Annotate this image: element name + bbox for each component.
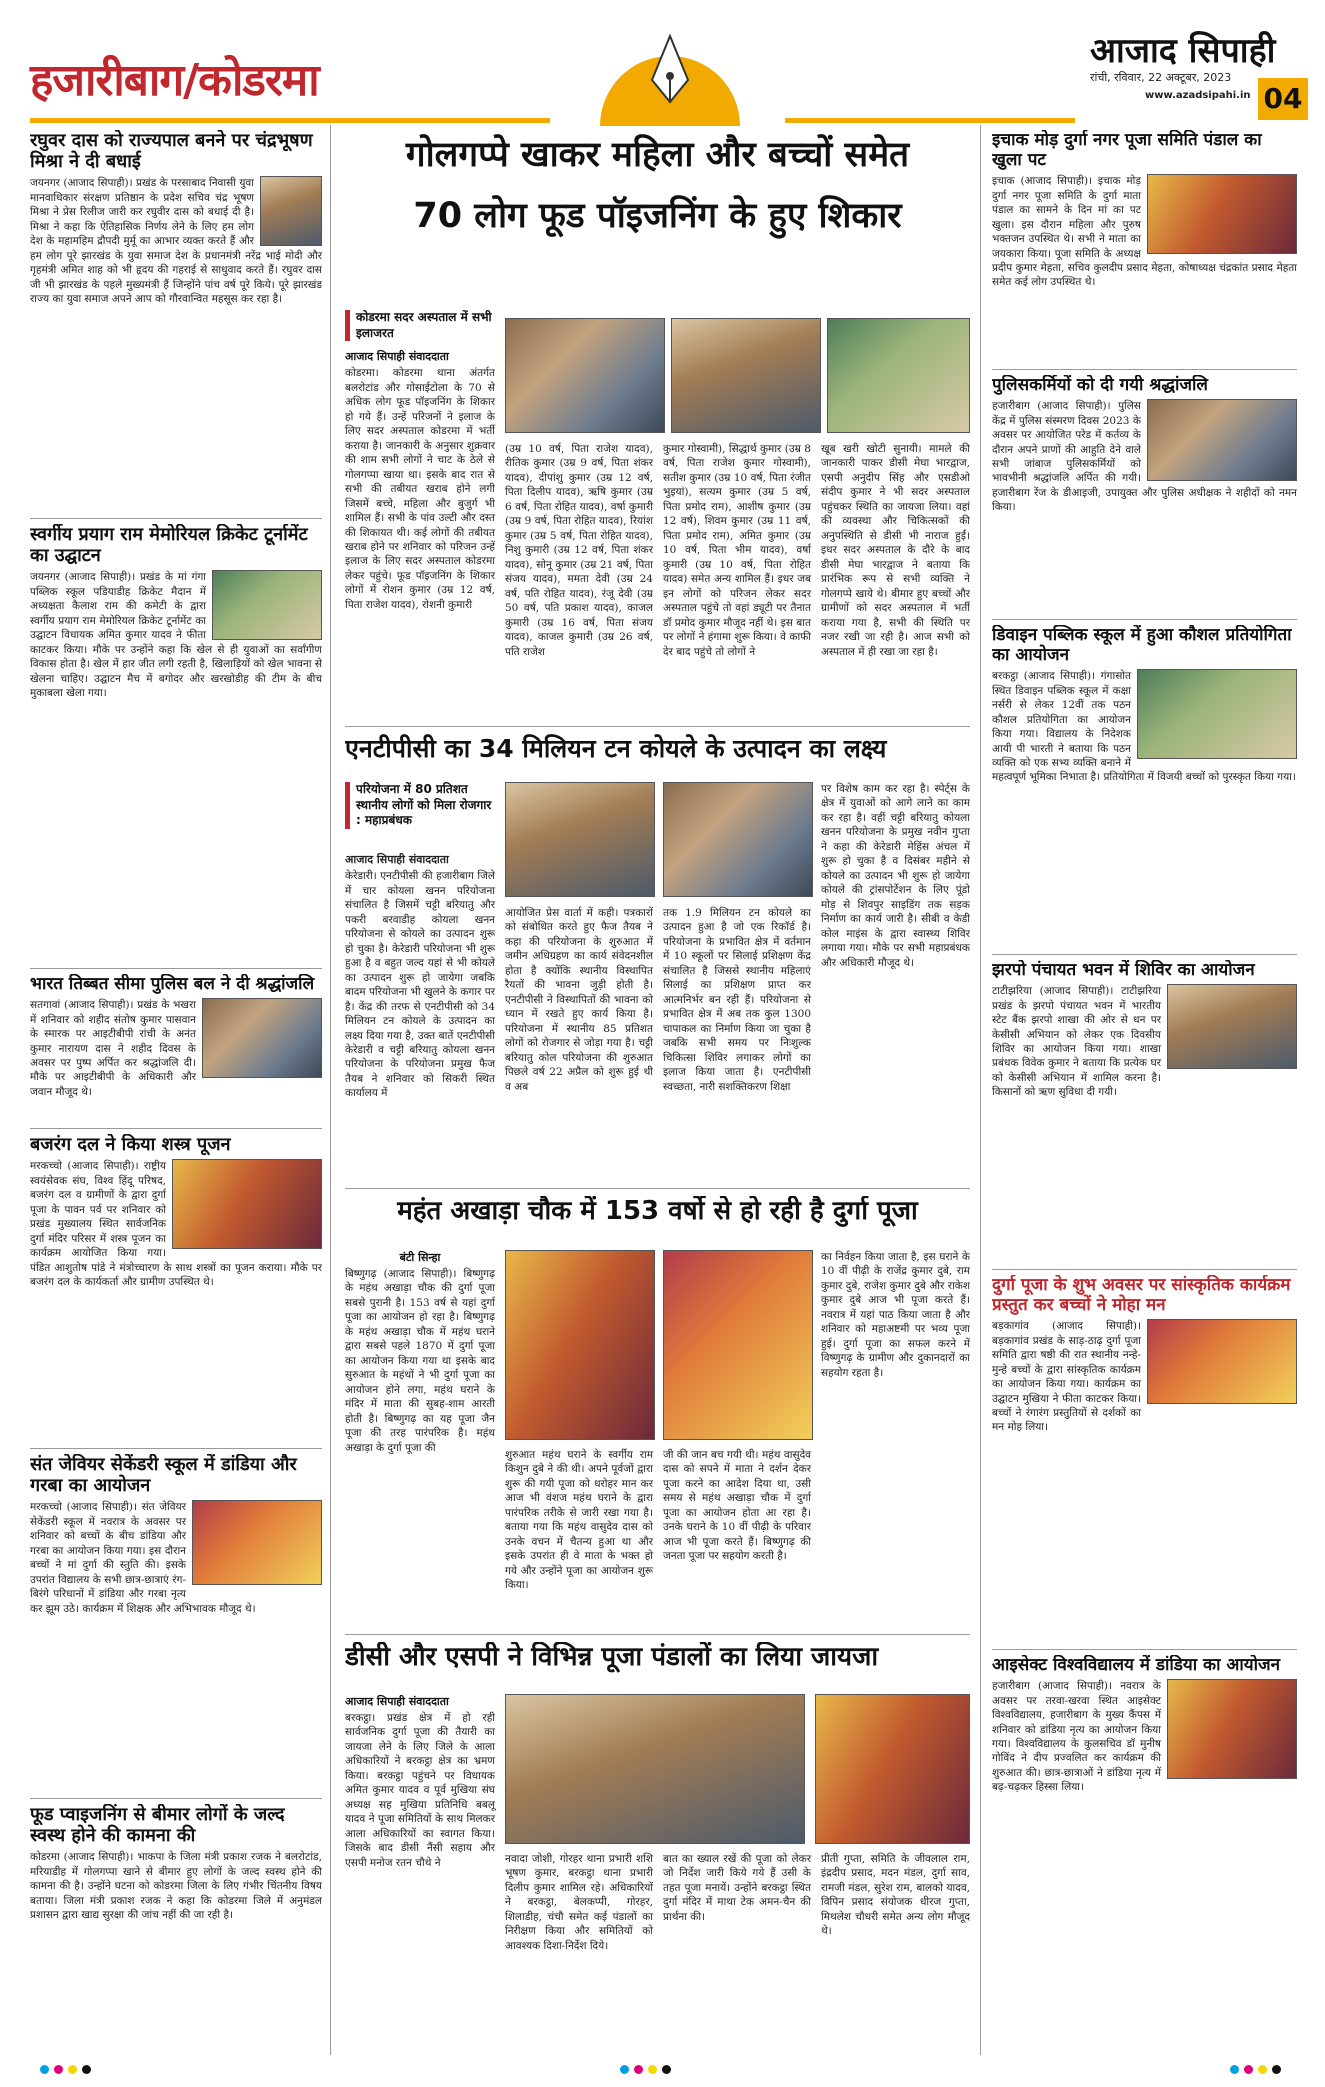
dcsp-headline: डीसी और एसपी ने विभिन्न पूजा पंडालों का लिया जायजा [345,1642,879,1672]
registration-dot [620,2065,629,2074]
article-body: सतगावां (आजाद सिपाही)। प्रखंड के भखरा में शनिवार को शहीद संतोष कुमार पासवान के स्मारक पर आइटीबीपी रांची के अनंत कुमार नारायण दास ने शहीद दिवस के अवसर पर पुष्प अर्पित कर श्रद्धांजलि दी। मौके पर आइटीबीपी के अधिकारी और जवान मौजूद थे। [30,999,196,1098]
portrait-photo [260,176,322,246]
article-itbp-tribute [30,974,322,1124]
divider [30,1448,322,1449]
mahant-body-col1: बिष्णुगढ़ (आजाद सिपाही)। बिष्णुगढ़ के महंथ अखाड़ा चौक की दुर्गा पूजा सबसे पुरानी है। 153 वर्ष से यहां दुर्गा पूजा का आयोजन हो रहा है। बिष्णुगढ़ के महंथ अखाड़ा चौक में महंथ घराने द्वारा सबसे पहले 1870 में दुर्गा पूजा का आयोजन किया गया था इसके बाद सुरुआत के महंथों ने भी दुर्गा पूजा का आयोजन होने लगा, महंथ घराने के मंदिर में माता की सुबह-शाम आरती होती है। बिष्णुगढ़ का यह पूजा जैन पूजा की तरह पारंपरिक है। महंथ अखाड़ा के दुर्गा पूजा की [345,1268,495,1454]
lead-headline-line1: गोलगप्पे खाकर महिला और बच्चों समेत [405,135,910,175]
article-body: हजारीबाग (आजाद सिपाही)। नवरात्र के अवसर पर तरवा-खरवा स्थित आइसेक्ट विश्वविद्यालय, हजारीबाग के मुख्य कैंपस में शनिवार को डांडिया नृत्य का आयोजन किया गया। विश्वविद्यालय के कुलसचिव डॉ मुनीष गोविंद ने दीप प्रज्वलित कर कार्यक्रम की शुरुआत की। छात्र-छात्राओं ने डांडिया नृत्य में बढ़-चढ़कर हिस्सा लिया। [992,1680,1161,1794]
article-cricket-tournament [30,524,322,964]
durga-idol-photo [505,1250,655,1440]
headline: रघुवर दास को राज्यपाल बनने पर चंद्रभूषण मिश्रा ने दी बधाई [30,130,313,173]
lead-body-col3: कुमार गोस्वामी), सिद्धार्थ कुमार (उम्र 8 वर्ष, पिता राजेश कुमार गोस्वामी), सतीश कुमार (उम्र 10 वर्ष, पिता रंजीत भुइयां), सत्यम कुमार (उम्र 5 वर्ष, पिता प्रमोद राम), आशीष कुमार (उम्र 12 वर्ष), शिवम कुमार (उम्र 11 वर्ष, पिता प्रमोद राम), अमित कुमार (उम्र 10 वर्ष, पिता भीम यादव), वर्षा कुमारी (उम्र 10 वर्ष, पिता रोहित यादव) समेत अन्य शामिल हैं। इधर जब इन लोगों को परिजन लेकर सदर अस्पताल पहुंचे तो वहां ड्यूटी पर तैनात डॉ प्रमोद कुमार मौजूद नहीं थे। इस बात पर लोगों ने हंगामा शुरू किया। वे काफी देर बाद पहुंचे तो लोगों ने [663,443,811,658]
divider [992,619,1297,620]
registration-dot [40,2065,49,2074]
mahant-headline-block [345,1196,970,1242]
divider [992,1649,1297,1650]
registration-dot [662,2065,671,2074]
masthead-rule-left [30,118,550,123]
ntpc-body-col1 [345,852,495,1101]
lead-byline: आजाद सिपाही संवाददाता [345,350,449,364]
tribute-photo [202,998,322,1078]
article-body: जयनगर (आजाद सिपाही)। प्रखंड के मां गंगा पब्लिक स्कूल पडियाडीह क्रिकेट मैदान में अध्यक्षता कैलाश राम की कमेटी के द्वारा स्वर्गीय प्रयाग राम मेमोरियल क्रिकेट टूर्नामेंट का उद्घाटन विधायक अमित कुमार यादव ने फीता काटकर किया। मौके पर उन्होंने कहा कि खेल से ही युवाओं का सर्वांगीण विकास होता है। खेल में हार जीत लगी रहती है, खिलाड़ियों को खेल भावना से खेलना चाहिए। उद्घाटन मैच में बगोदर और खरखोडीह की टीम के बीच मुकाबला खेला गया। [30,571,322,700]
divider [345,1634,970,1635]
officials-visit-photo [505,1694,805,1844]
website: www.azadsipahi.in [1145,90,1251,101]
masthead [30,18,1303,128]
article-shastra-pujan [30,1134,322,1444]
dandiya-photo [1167,1679,1297,1779]
article-police-tribute [992,375,1297,615]
article-jharpo-camp [992,960,1297,1265]
article-ichak-pandal [992,130,1297,365]
dcsp-byline: आजाद सिपाही संवाददाता [345,1695,449,1708]
dcsp-body-col4: प्रीती गुप्ता, समिति के जीवलाल राम, इंद्रदीप प्रसाद, मदन मंडल, दुर्गा साव, रामजी मंडल, सुरेश राम, बालको यादव, विपिन प्रसाद संयोजक धीरज गुप्ता, मिथलेश चौधरी समेत अन्य लोग मौजूद थे। [821,1853,970,1938]
print-registration-marks [0,2062,1325,2076]
registration-dot [1244,2065,1253,2074]
dcsp-body-col3: बात का ख्याल रखें की पूजा को लेकर जो निर्देश जारी किये गये हैं उसी के तहत पूजा मनायें। उन्होंने बरकट्ठा स्थित दुर्गा मंदिर में माथा टेक अमन-चैन की प्रार्थना की। [663,1853,811,1923]
article-body: कोडरमा (आजाद सिपाही)। भाकपा के जिला मंत्री प्रकाश रजक ने बलरोटांड, मरियाडीह में गोलगप्पा खाने से बीमार हुए लोगों के जल्द स्वस्थ होने की कामना की है। उन्होंने घटना को कोडरमा जिला के लिए गंभीर चिंतनीय विषय बताया। जिला मंत्री प्रकाश रजक ने कहा कि कोडरमा जिले में अनुमंडल प्रशासन द्वारा खाद्य सुरक्षा की जांच नहीं की जा रही है। [30,1851,322,1922]
ntpc-headline: एनटीपीसी का 34 मिलियन टन कोयले के उत्पादन का लक्ष्य [345,734,887,763]
dateline: रांची, रविवार, 22 अक्टूबर, 2023 [1090,71,1232,84]
ntpc-body-col3: तक 1.9 मिलियन टन कोयले का उत्पादन हुआ है जो एक रिकॉर्ड है। परियोजना के प्रभावित क्षेत्र में वर्तमान में 10 स्कूलों पर सिलाई प्रशिक्षण केंद्र संचालित है जिससे स्थानीय महिलाएं सिलाई का प्रशिक्षण प्राप्त कर आत्मनिर्भर बन रही हैं। परियोजना से प्रभावित क्षेत्र में अब तक कुल 1300 चापाकल का निर्माण किया जा चुका है जबकि सभी समय पर निःशुल्क चिकित्सा शिविर लगाकर लोगों का इलाज किया जाता है। एनटीपीसी स्वच्छता, नारी सशक्तिकरण शिक्षा [663,907,811,1093]
headline: स्वर्गीय प्रयाग राम मेमोरियल क्रिकेट टूर्नामेंट का उद्घाटन [30,524,308,567]
article-body: मरकच्चो (आजाद सिपाही)। संत जेवियर सेकेंडरी स्कूल में नवरात्र के अवसर पर शनिवार को बच्चों के बीच डांडिया और गरबा का आयोजन किया गया। इस दौरान बच्चों ने मां दुर्गा की स्तुति की। इसके उपरांत विद्यालय के सभी छात्र-छात्राएं रंग-बिरंगे परिधानों में डांडिया और गरबा नृत्य कर झूम उठे। कार्यक्रम में शिक्षक और अभिभावक मौजूद थे। [30,1501,256,1615]
headline: दुर्गा पूजा के शुभ अवसर पर सांस्कृतिक कार्यक्रम प्रस्तुत कर बच्चों ने मोहा मन [992,1275,1291,1316]
ntpc-kicker: परियोजना में 80 प्रतिशत स्थानीय लोगों को मिला रोजगार : महाप्रबंधक [345,782,495,829]
divider [345,1188,970,1189]
registration-dot [634,2065,643,2074]
headline: फूड प्वाइजनिंग से बीमार लोगों के जल्द स्वस्थ होने की कामना की [30,1804,285,1847]
pen-nib-icon [590,18,750,126]
lead-headline-line2: 70 लोग फूड पॉइजनिंग के हुए शिकार [413,196,902,237]
article-aisect-dandiya [992,1655,1297,2055]
article-body: मरकच्चो (आजाद सिपाही)। राष्ट्रीय स्वयंसेवक संघ, विश्व हिंदू परिषद, बजरंग दल व ग्रामीणों के द्वारा दुर्गा पूजा के पावन पर्व पर शनिवार को प्रखंड मुख्यालय स्थित सार्वजनिक दुर्गा मंदिर परिसर में शस्त्र पूजन का कार्यक्रम आयोजित किया गया। पंडित आशुतोष पांडे ने मंत्रोच्चारण के साथ शस्त्रों का पूजन कराया। मौके पर बजरंग दल के कार्यकर्ता और ग्रामीण उपस्थित थे। [30,1160,322,1289]
mahant-body-col2: शुरुआत महंथ घराने के स्वर्गीय राम किशुन दुबे ने की थी। अपने पूर्वजों द्वारा शुरू की गयी पूजा को धरोहर मान कर आज भी वंशज महंथ घराने के द्वारा पारंपरिक तरीके से जारी रखा गया है। बताया गया कि महंथ वासुदेव दास को उनके वचन में चैतन्य हुआ था और इसके उपरांत ही वे माता के भक्त हो गये और उन्होंने पूजा का आयोजन शुरू किया। [505,1449,653,1592]
headline: बजरंग दल ने किया शस्त्र पूजन [30,1134,231,1155]
article-divine-school [992,625,1297,950]
ntpc-body-col2: आयोजित प्रेस वार्ता में कही। पत्रकारों को संबोधित करते हुए फैज तैयब ने कहा की परियोजना के शुरुआत में जमीन अधिग्रहण का कार्य संवेदनशील होता है क्योंकि स्थानीय विस्थापित रैयतों की भावना जुड़ी होती है। एनटीपीसी ने विस्थापितों की भावना को ध्यान में रखते हुए कार्य किया है। परियोजना में स्थानीय 85 प्रतिशत लोगों को रोजगार से जोड़ा गया है। चट्टी बरियातु कोल परियोजना की शुरुआत पिछले वर्ष 22 अप्रैल को शुरू हुई थी व अब [505,907,653,1093]
ntpc-article [345,782,970,1182]
divider [345,726,970,727]
article-body: टाटीझरिया (आजाद सिपाही)। टाटीझरिया प्रखंड के झरपो पंचायत भवन में भारतीय स्टेट बैंक झरपो शाखा की ओर से धन पर केसीसी अभियान को लेकर एक दिवसीय शिविर का आयोजन किया गया। शाखा प्रबंधक विवेक कुमार ने बताया कि प्रत्येक घर को केसीसी अभियान में शामिल करना है। किसानों को ऋण सुविधा दी गयी। [992,985,1161,1099]
divider [30,1128,322,1129]
headline: आइसेक्ट विश्वविद्यालय में डांडिया का आयोजन [992,1655,1281,1675]
registration-dot [1230,2065,1239,2074]
article-rubber-congrats [30,130,322,515]
headline: संत जेवियर सेकेंडरी स्कूल में डांडिया और गरबा का आयोजन [30,1454,297,1497]
masthead-rule-right [785,118,1075,123]
headline: डिवाइन पब्लिक स्कूल में हुआ कौशल प्रतियोगिता का आयोजन [992,625,1292,666]
lead-article [345,310,970,720]
ntpc-headline-block [345,734,970,778]
dcsp-headline-block [345,1642,970,1688]
cultural-photo [1147,1319,1297,1404]
divider [30,1798,322,1799]
camp-photo [1167,984,1297,1069]
divider [992,1269,1297,1270]
mahant-headline: महंत अखाड़ा चौक में 153 वर्षो से हो रही है दुर्गा पूजा [397,1196,918,1226]
divider [992,369,1297,370]
headline: इचाक मोड़ दुर्गा नगर पूजा समिति पंडाल का खुला पट [992,130,1262,171]
police-parade-photo [1147,399,1297,481]
page-number: 04 [1258,78,1308,120]
dcsp-body-col2: नवादा जोशी, गोरहर थाना प्रभारी शशि भूषण कुमार, बरकट्ठा थाना प्रभारी दिलीप कुमार शामिल रहे। अधिकारियों ने बरकट्ठा, बेलकप्पी, गोरहर, शिलाडीह, चंचौ समेत कई पंडालों का निरीक्षण किया और समितियों को आवश्यक दिशा-निर्देश दिये। [505,1853,653,1952]
registration-dot [1258,2065,1267,2074]
article-body: जयनगर (आजाद सिपाही)। प्रखंड के परसाबाद निवासी युवा मानवाधिकार संरक्षण प्रतिष्ठान के प्रदेश सचिव चंद्र भूषण मिश्रा ने प्रेस रिलीज जारी कर रघुवीर दास को बधाई दी है। मिश्रा ने कहा कि ऐतिहासिक निर्णय लेने के लिए हम लोग देश के महामहिम द्रौपदी मुर्मू का आभार व्यक्त करते हैं और हम लोग पूरे झारखंड के युवा समाज देश के प्रधानमंत्री नरेंद्र भाई मोदी और गृहमंत्री अमित शाह को भी हृदय की गहराई से साधुवाद करते हैं। रघुवर दास जी भी झारखंड के पहले मुख्यमंत्री हैं जिन्होंने पांच वर्ष पूरे किये। पूरे झारखंड राज्य का युवा समाज अपने आप को गौरवान्वित महसूस कर रहा है। [30,177,322,306]
registration-dot [648,2065,657,2074]
dcsp-body-col1: बरकट्ठा। प्रखंड क्षेत्र में हो रही सार्वजनिक दुर्गा पूजा की तैयारी का जायजा लेने के लिए जिले के आला अधिकारियों ने बरकट्ठा क्षेत्र का भ्रमण किया। बरकट्ठा पहुंचने पर विधायक अमित कुमार यादव व पूर्व मुखिया संघ अध्यक्ष सह मुखिया प्रतिनिधि बबलू यादव ने पूजा समितियों के साथ मिलकर आला अधिकारियों का स्वागत किया। जिसके बाद डीसी नैंसी सहाय और एसपी मनोज रतन चौथे ने [345,1712,495,1869]
article-dandiya-school [30,1454,322,1794]
ntpc-byline: आजाद सिपाही संवाददाता [345,853,449,866]
dcsp-article [345,1694,970,2056]
registration-dot [1272,2065,1281,2074]
durga-idol-photo [663,1250,813,1440]
press-meet-photo [505,782,655,897]
registration-dot [68,2065,77,2074]
divider [30,968,322,969]
article-body: बड़कागांव (आजाद सिपाही)। बड़कागांव प्रखंड के साड़-ठाढ़ दुर्गा पूजा समिति द्वारा षष्ठी की रात स्थानीय नन्हे-मुन्हे बच्चों के द्वारा सांस्कृतिक कार्यक्रम का आयोजन किया गया। कार्यक्रम का उद्घाटन मुखिया ने फीता काटकर किया। बच्चों ने रंगारंग प्रस्तुतियों से दर्शकों का मन मोह लिया। [992,1320,1141,1434]
officials-visit-photo [815,1694,970,1844]
cricket-photo [212,570,322,640]
registration-dot [82,2065,91,2074]
pandal-photo [1147,174,1297,254]
article-cultural-program [992,1275,1297,1645]
students-photo [1137,669,1297,759]
article-body: हजारीबाग (आजाद सिपाही)। पुलिस केंद्र में पुलिस संस्मरण दिवस 2023 के अवसर पर आयोजित परेड में कर्तव्य के दौरान अपने प्राणों की आहुति देने वाले सभी जांबाज पुलिसकर्मियों को भावभीनी श्रद्धांजलि अर्पित की गयी। हजारीबाग रेंज के डीआइजी, उपायुक्त और पुलिस अधीक्षक ने शहीदों को नमन किया। [992,400,1297,514]
lead-kicker: कोडरमा सदर अस्पताल में सभी इलाजरत [345,310,495,341]
hospital-photo [505,318,665,433]
article-body: इचाक (आजाद सिपाही)। इचाक मोड़ दुर्गा नगर पूजा समिति के दुर्गा माता पंडाल का सामने के दिन मां का पट खुला। इस दौरान महिला और पुरुष भक्तजन उपस्थित थे। सभी ने माता का जयकारा किया। पूजा समिति के अध्यक्ष प्रदीप कुमार मेहता, सचिव कुलदीप प्रसाद मेहता, कोषाध्यक्ष चंद्रकांत प्रसाद मेहता समेत कई लोग उपस्थित थे। [992,175,1297,289]
lead-body-col1: कोडरमा। कोडरमा थाना अंतर्गत बलरोटांड और गोसाईटोला के 70 से अधिक लोग फूड पॉइजनिंग के शिकार हो गये हैं। उन्हें परिजनों ने इलाज के लिए सदर अस्पताल कोडरमा में भर्ती कराया है। जानकारी के अनुसार शुक्रवार की शाम सभी लोगों ने चाट के ठेले से गोलगप्पा खाया था। इसके बाद रात से सभी की तबीयत खराब होने लगी जिसमें बच्चे, महिला और बुजुर्ग भी शामिल हैं। सभी के पांव उल्टी और दस्त की शिकायत थी। कई लोगों की तबीयत खराब होने पर शनिवार को परिजन उन्हें इलाज के लिए सदर अस्पताल कोडरमा लेकर पहुंचे। फूड पॉइजनिंग के शिकार लोगों में रोशन कुमार (उम्र 12 वर्ष, पिता राजेश यादव), रोशनी कुमारी [345,367,495,611]
mahant-subhead: बंटी सिन्हा [399,1251,441,1264]
ntpc-body-text: केरेडारी। एनटीपीसी की हजारीबाग जिले में चार कोयला खनन परियोजना संचालित है जिसमें चट्टी बरियातु और पकरी बरवाडीह कोयला खनन परियोजना से कोयले का उत्पादन शुरू हो चुका है। केरेडारी परियोजना भी शुरू हुआ है व बहुत जल्द यहां से भी कोयले का उत्पादन शुरू हो जायेगा जबकि बादम परियोजना भी खुलने के कगार पर है। केंद्र की तरफ से एनटीपीसी को 34 मिलियन टन कोयले के उत्पादन का लक्ष्य दिया गया है, उक्त बातें एनटीपीसी केरेडारी व चट्टी बरियातु कोयला खनन परियोजना के परियोजना प्रमुख फैज तैयब ने शनिवार को सिकरी स्थित कार्यालय में [345,870,495,1100]
registration-dot [54,2065,63,2074]
pujan-photo [172,1159,322,1249]
column-rule [330,125,331,2055]
headline: पुलिसकर्मियों को दी गयी श्रद्धांजलि [992,375,1208,395]
hospital-photo [671,318,821,433]
mahant-body-col3: जी की जान बच गयी थी। महंथ वासुदेव दास को सपने में माता ने दर्शन देकर पूजा करने का आदेश दिया था, उसी समय से महंथ अखाड़ा चौक में दुर्गा पूजा का आयोजन होता आ रहा है। उनके घराने के 10 वीं पीढ़ी के परिवार आज भी पूजा करते हैं। बिष्णुगढ़ की जनता पूजा पर सहयोग करती है। [663,1449,811,1563]
dandiya-photo [192,1500,322,1585]
headline: झरपो पंचायत भवन में शिविर का आयोजन [992,960,1255,980]
lead-headline-block [345,132,970,302]
hospital-photo [827,318,970,433]
headline: भारत तिब्बत सीमा पुलिस बल ने दी श्रद्धांजलि [30,974,315,994]
divider [30,518,322,519]
newspaper-brand: आजाद सिपाही [1090,31,1276,71]
column-rule [980,125,981,2055]
press-meet-photo [663,782,813,897]
article-body: बरकट्ठा (आजाद सिपाही)। गंगासोत स्थित डिवाइन पब्लिक स्कूल में कक्षा नर्सरी से लेकर 12वीं तक पठन कौशल प्रतियोगिता का आयोजन किया गया। विद्यालय के निदेशक आयी पी भारती ने बताया कि पठन व्यक्ति को एक सभ्य व्यक्ति बनाने में महत्वपूर्ण भूमिका निभाता है। प्रतियोगिता में विजयी बच्चों को पुरस्कृत किया गया। [992,670,1296,784]
article-recovery-wish [30,1804,322,2054]
lead-body-col4: खूब खरी खोटी सुनायी। मामले की जानकारी पाकर डीसी मेघा भारद्वाज, एसपी अनुदीप सिंह और एसडीओ संदीप कुमार ने भी सदर अस्पताल पहुंचकर स्थिति का जायजा लिया। वहां की व्यवस्था और चिकित्सकों की अनुपस्थिति से डीसी भी नाराज हुईं। इधर सदर अस्पताल के दौरे के बाद डीसी मेघा भारद्वाज ने बताया कि प्रारंभिक रूप से सभी व्यक्ति ने गोलगप्पे खाये थे। बीमार हुए बच्चों और ग्रामीणों को सदर अस्पताल में भर्ती कराया गया है, सभी की स्थिति पर नजर रखी जा रही है। आज सभी को अस्पताल में ही रखा जा रहा है। [821,443,970,658]
mahant-article [345,1250,970,1630]
section-title: हजारीबाग/कोडरमा [30,55,319,106]
ntpc-body-col4: पर विशेष काम कर रहा है। स्पेर्ट्स के क्षेत्र में युवाओं को आगे लाने का काम कर रहा है। वहीं चट्टी बरियातु कोयला खनन परियोजना के प्रमुख नवीन गुप्ता ने कहा की केरेडारी मेहिंस अंचल में शुरू हो चुका है व दिसंबर महीने से कोयले का उत्पादन भी शुरू हो जायेगा कोयले की ट्रांसपोर्टेशन के लिए पूंडो मोड़ से शिवपुर साइडिंग तक सड़क निर्माण का कार्य जारी है। सीबी व केडी कोल माइंस के द्वारा स्वास्थ्य शिविर लगाया गया। मौके पर सभी महाप्रबंधक और अधिकारी मौजूद थे। [821,783,970,969]
lead-body-col2: (उम्र 10 वर्ष, पिता राजेश यादव), रीतिक कुमार (उम्र 9 वर्ष, पिता शंकर यादव), दीपांशु कुमार (उम्र 12 वर्ष, पिता दिलीप यादव), ऋषि कुमार (उम्र 6 वर्ष, पिता रोहित यादव), वर्षा कुमारी (उम्र 9 वर्ष, पिता रोहित यादव), रियांश कुमार (उम्र 5 वर्ष, पिता रोहित यादव), निशु कुमारी (उम्र 12 वर्ष, पिता शंकर यादव), सोनू कुमार (उम्र 21 वर्ष, पिता संजय यादव), ममता देवी (उम्र 24 वर्ष, पति रोहित यादव), रंजू देवी (उम्र 50 वर्ष, पति प्रकाश यादव), काजल कुमारी (उम्र 16 वर्ष, पिता संजय यादव), काजल कुमारी (उम्र 26 वर्ष, पति राजेश [505,443,653,658]
mahant-body-col4: का निर्वहन किया जाता है, इस घराने के 10 वीं पीढ़ी के राजेंद्र कुमार दुबे, राम कुमार दुबे, राजेश कुमार दुबे और राकेश कुमार दुबे आज भी पूजा करते हैं। नवरात्र में यहां पाठ किया जाता है और शनिवार को महाअष्टमी पर भव्य पूजा हुई। दुर्गा पूजा का सफल करने में विष्णुगढ़ के ग्रामीण और दुकानदारों का सहयोग रहता है। [821,1251,970,1379]
divider [992,954,1297,955]
